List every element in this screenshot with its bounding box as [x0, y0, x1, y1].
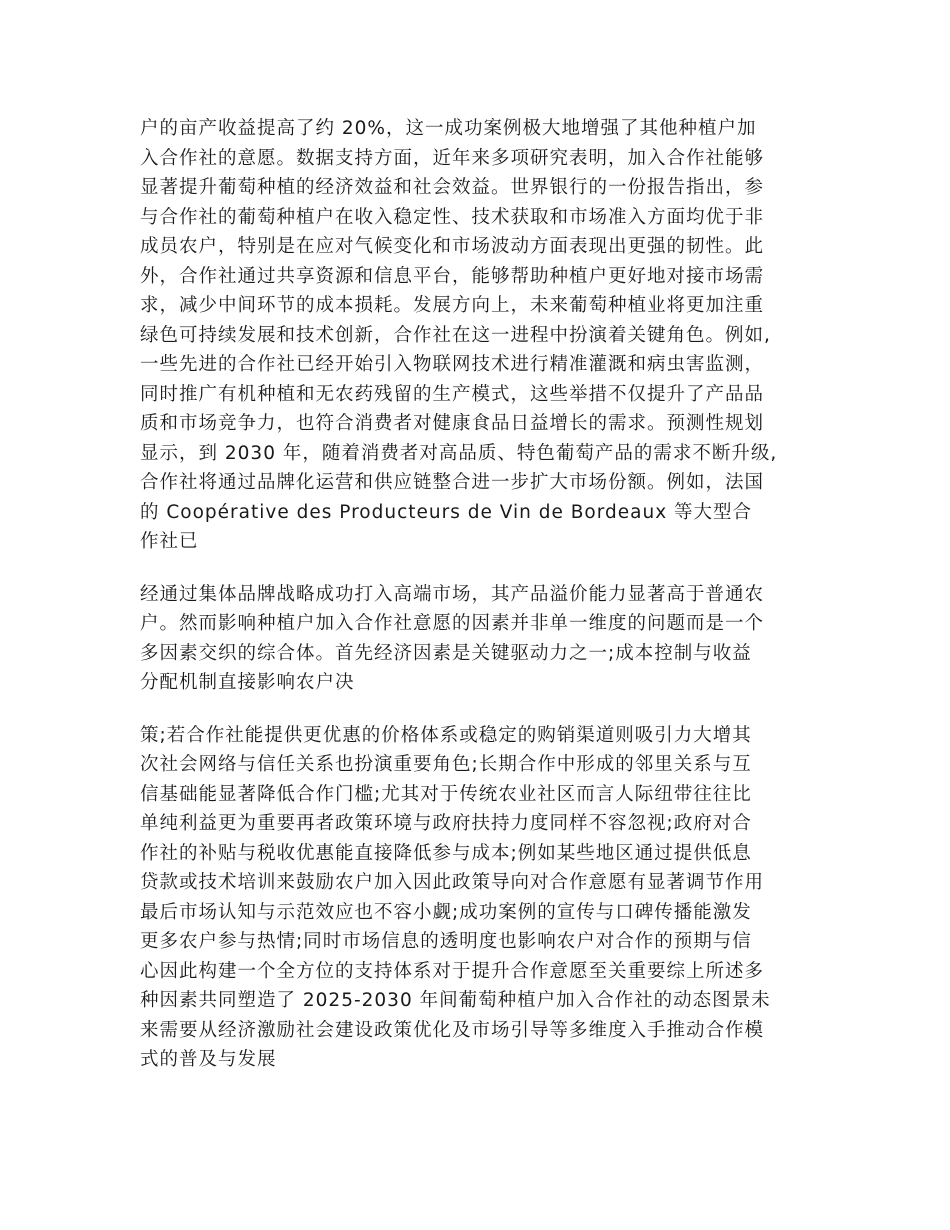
text-line: 入合作社的意愿。数据支持方面，近年来多项研究表明，加入合作社能够 — [140, 147, 765, 169]
text-line: 心因此构建一个全方位的支持体系对于提升合作意愿至关重要综上所述多 — [140, 960, 765, 982]
paragraph-3 — [140, 721, 806, 1075]
text-line: 质和市场竞争力，也符合消费者对健康食品日益增长的需求。预测性规划 — [140, 413, 765, 434]
text-line: 绿色可持续发展和技术创新，合作社在这一进程中扮演着关键角色。例如, — [140, 324, 771, 346]
text-line: 最后市场认知与示范效应也不容小觑;成功案例的宣传与口碑传播能激发 — [140, 901, 752, 923]
text-line: 作社已 — [140, 531, 199, 552]
text-line: 成员农户，特别是在应对气候变化和市场波动方面表现出更强的韧性。此 — [140, 236, 765, 257]
text-line: 种因素共同塑造了 2025-2030 年间葡萄种植户加入合作社的动态图景未 — [140, 990, 771, 1011]
text-line: 户的亩产收益提高了约 20%，这一成功案例极大地增强了其他种植户加 — [140, 118, 757, 139]
text-line: 作社的补贴与税收优惠能直接降低参与成本;例如某些地区通过提供低息 — [140, 842, 752, 864]
text-line: 策;若合作社能提供更优惠的价格体系或稳定的购销渠道则吸引力大增其 — [140, 724, 752, 746]
text-line: 分配机制直接影响农户决 — [140, 672, 355, 693]
text-line: 更多农户参与热情;同时市场信息的透明度也影响农户对合作的预期与信 — [140, 931, 752, 952]
text-line: 显示，到 2030 年，随着消费者对高品质、特色葡萄产品的需求不断升级, — [140, 442, 778, 464]
text-line: 求，减少中间环节的成本损耗。发展方向上，未来葡萄种植业将更加注重 — [140, 295, 765, 316]
text-line: 外，合作社通过共享资源和信息平台，能够帮助种植户更好地对接市场需 — [140, 265, 765, 287]
text-line: 贷款或技术培训来鼓励农户加入因此政策导向对合作意愿有显著调节作用 — [140, 872, 765, 893]
text-line: 单纯利益更为重要再者政策环境与政府扶持力度同样不容忽视;政府对合 — [140, 813, 752, 834]
paragraph-1 — [140, 114, 806, 557]
text-line: 与合作社的葡萄种植户在收入稳定性、技术获取和市场准入方面均优于非 — [140, 206, 765, 228]
text-line: 一些先进的合作社已经开始引入物联网技术进行精准灌溉和病虫害监测， — [140, 354, 765, 375]
text-line: 来需要从经济激励社会建设政策优化及市场引导等多维度入手推动合作模 — [140, 1019, 765, 1041]
document-body — [140, 114, 806, 1075]
text-line: 式的普及与发展 — [140, 1049, 277, 1070]
text-line: 信基础能显著降低合作门槛;尤其对于传统农业社区而言人际纽带往往比 — [140, 783, 752, 805]
text-line: 同时推广有机种植和无农药残留的生产模式，这些举措不仅提升了产品品 — [140, 383, 765, 405]
text-line: 合作社将通过品牌化运营和供应链整合进一步扩大市场份额。例如，法国 — [140, 472, 765, 493]
paragraph-2 — [140, 580, 806, 698]
text-line: 的 Coopérative des Producteurs de Vin de Bordeaux 等大型合 — [140, 501, 753, 523]
text-line: 经通过集体品牌战略成功打入高端市场，其产品溢价能力显著高于普通农 — [140, 583, 765, 605]
text-line: 户。然而影响种植户加入合作社意愿的因素并非单一维度的问题而是一个 — [140, 613, 765, 634]
text-line: 显著提升葡萄种植的经济效益和社会效益。世界银行的一份报告指出，参 — [140, 177, 765, 198]
text-line: 次社会网络与信任关系也扮演重要角色;长期合作中形成的邻里关系与互 — [140, 754, 752, 775]
text-line: 多因素交织的综合体。首先经济因素是关键驱动力之一;成本控制与收益 — [140, 642, 752, 664]
